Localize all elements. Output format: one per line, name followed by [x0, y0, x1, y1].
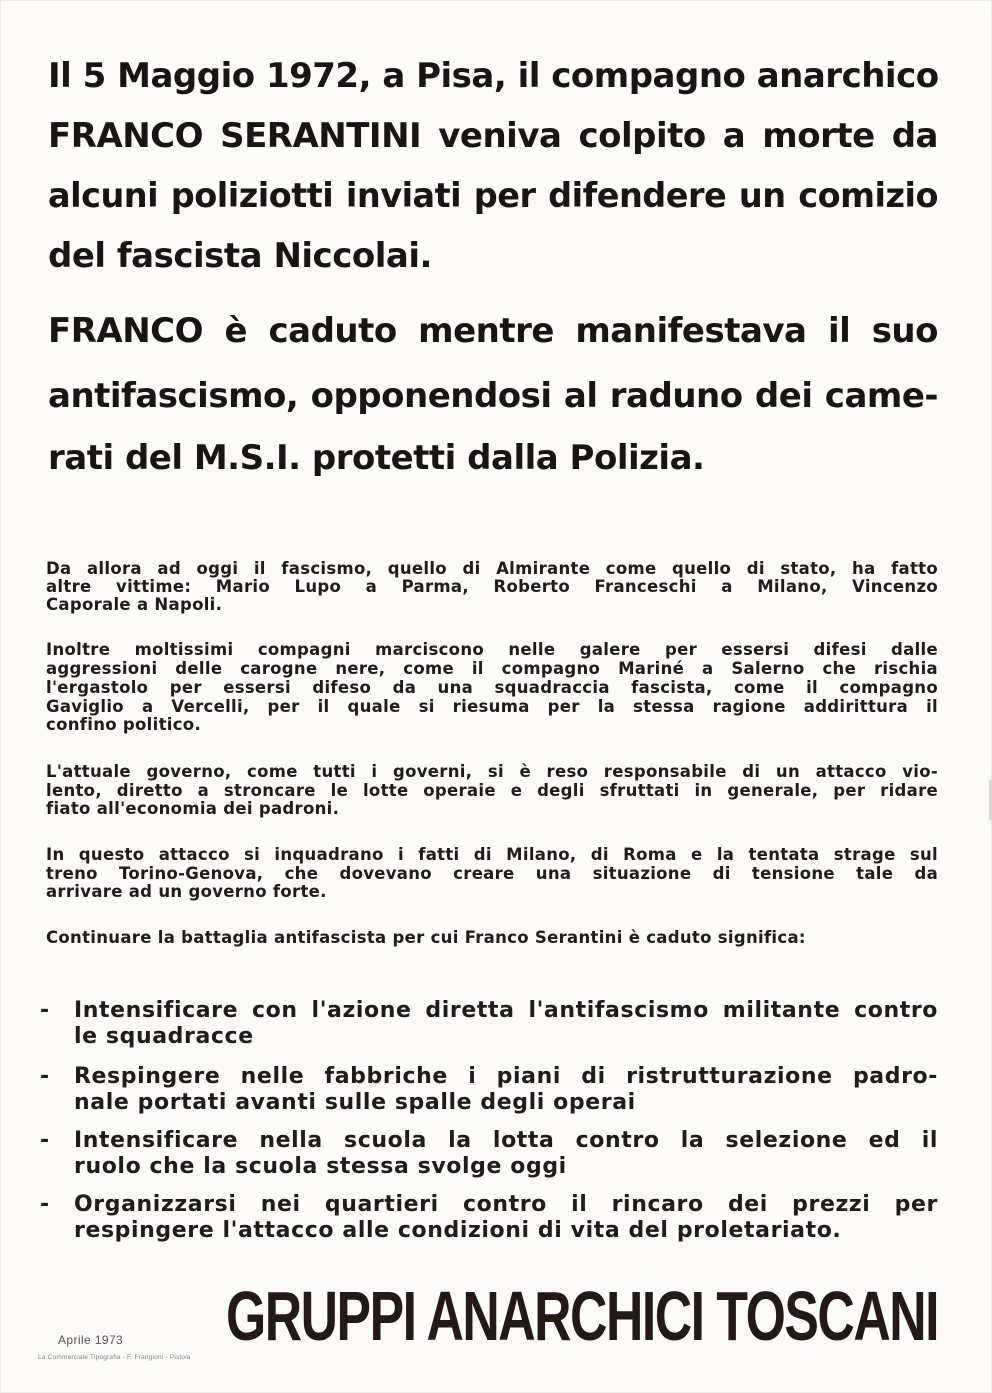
body-line: arrivare ad un governo forte. [46, 882, 327, 901]
signature-text: GRUPPI ANARCHICI TOSCANI [226, 1277, 938, 1355]
bullet-line: Intensificare nella scuola la lotta contro la selezione ed il [74, 1128, 938, 1153]
body-line: Continuare la battaglia antifascista per cui Franco Serantini è caduto significa: [46, 928, 806, 947]
body-line: l'ergastolo per essersi difeso da una squadraccia fascista, come il compagno [46, 678, 938, 697]
bullet-line: le squadracce [74, 1024, 254, 1049]
bullet-dash: - [40, 1064, 50, 1089]
body-line: fiato all'economia dei padroni. [46, 799, 340, 818]
body-line: L'attuale governo, come tutti i governi, si è reso responsabile di un attacco vio- [46, 762, 938, 781]
bullet-line: respingere l'attacco alle condizioni di vita del proletariato. [74, 1218, 842, 1243]
lead-line: Il 5 Maggio 1972, a Pisa, il compagno anarchico [48, 56, 939, 96]
bullet-line: Organizzarsi nei quartieri contro il rincaro dei prezzi per [74, 1192, 938, 1217]
body-line: Gaviglio a Vercelli, per il quale si riesuma per la stessa ragione addirittura il [46, 697, 938, 716]
bullet-dash: - [40, 1128, 50, 1153]
lead-line: rati del M.S.I. protetti dalla Polizia. [48, 438, 705, 478]
body-line: Da allora ad oggi il fascismo, quello di Almirante come quello di stato, ha fatto [46, 559, 938, 578]
bullet-dash: - [40, 998, 50, 1023]
lead-line: antifascismo, opponendosi al raduno dei came- [48, 376, 938, 416]
bullet-dash: - [40, 1192, 50, 1217]
body-line: lento, diretto a stroncare le lotte operaie e degli sfruttati in generale, per ridare [46, 781, 938, 800]
body-line: Caporale a Napoli. [46, 595, 223, 614]
date-label: Aprile 1973 [58, 1333, 124, 1347]
signature-title [226, 1276, 938, 1356]
printer-credit: La Commerciale Tipografia - F. Frangioni - Pistoia [38, 1354, 191, 1361]
bullet-line: nale portati avanti sulle spalle degli operai [74, 1090, 636, 1115]
lead-line: del fascista Niccolai. [48, 236, 432, 276]
body-line: aggressioni delle carogne nere, come il compagno Mariné a Salerno che rischia [46, 659, 938, 678]
body-line: In questo attacco si inquadrano i fatti di Milano, di Roma e la tentata strage sul [46, 845, 938, 864]
lead-line: FRANCO è caduto mentre manifestava il suo [48, 311, 938, 351]
lead-line: FRANCO SERANTINI veniva colpito a morte da [48, 116, 938, 156]
bullet-line: ruolo che la scuola stessa svolge oggi [74, 1154, 567, 1179]
body-line: treno Torino-Genova, che dovevano creare una situazione di tensione tale da [46, 864, 938, 883]
bullet-line: Respingere nelle fabbriche i piani di ristrutturazione padro- [74, 1064, 938, 1089]
bullet-line: Intensificare con l'azione diretta l'antifascismo militante contro [74, 998, 938, 1023]
body-line: confino politico. [46, 715, 202, 734]
lead-line: alcuni poliziotti inviati per difendere un comizio [48, 176, 938, 215]
body-line: altre vittime: Mario Lupo a Parma, Roberto Franceschi a Milano, Vincenzo [46, 577, 938, 596]
body-line: Inoltre moltissimi compagni marciscono nelle galere per essersi difesi dalle [46, 640, 938, 659]
